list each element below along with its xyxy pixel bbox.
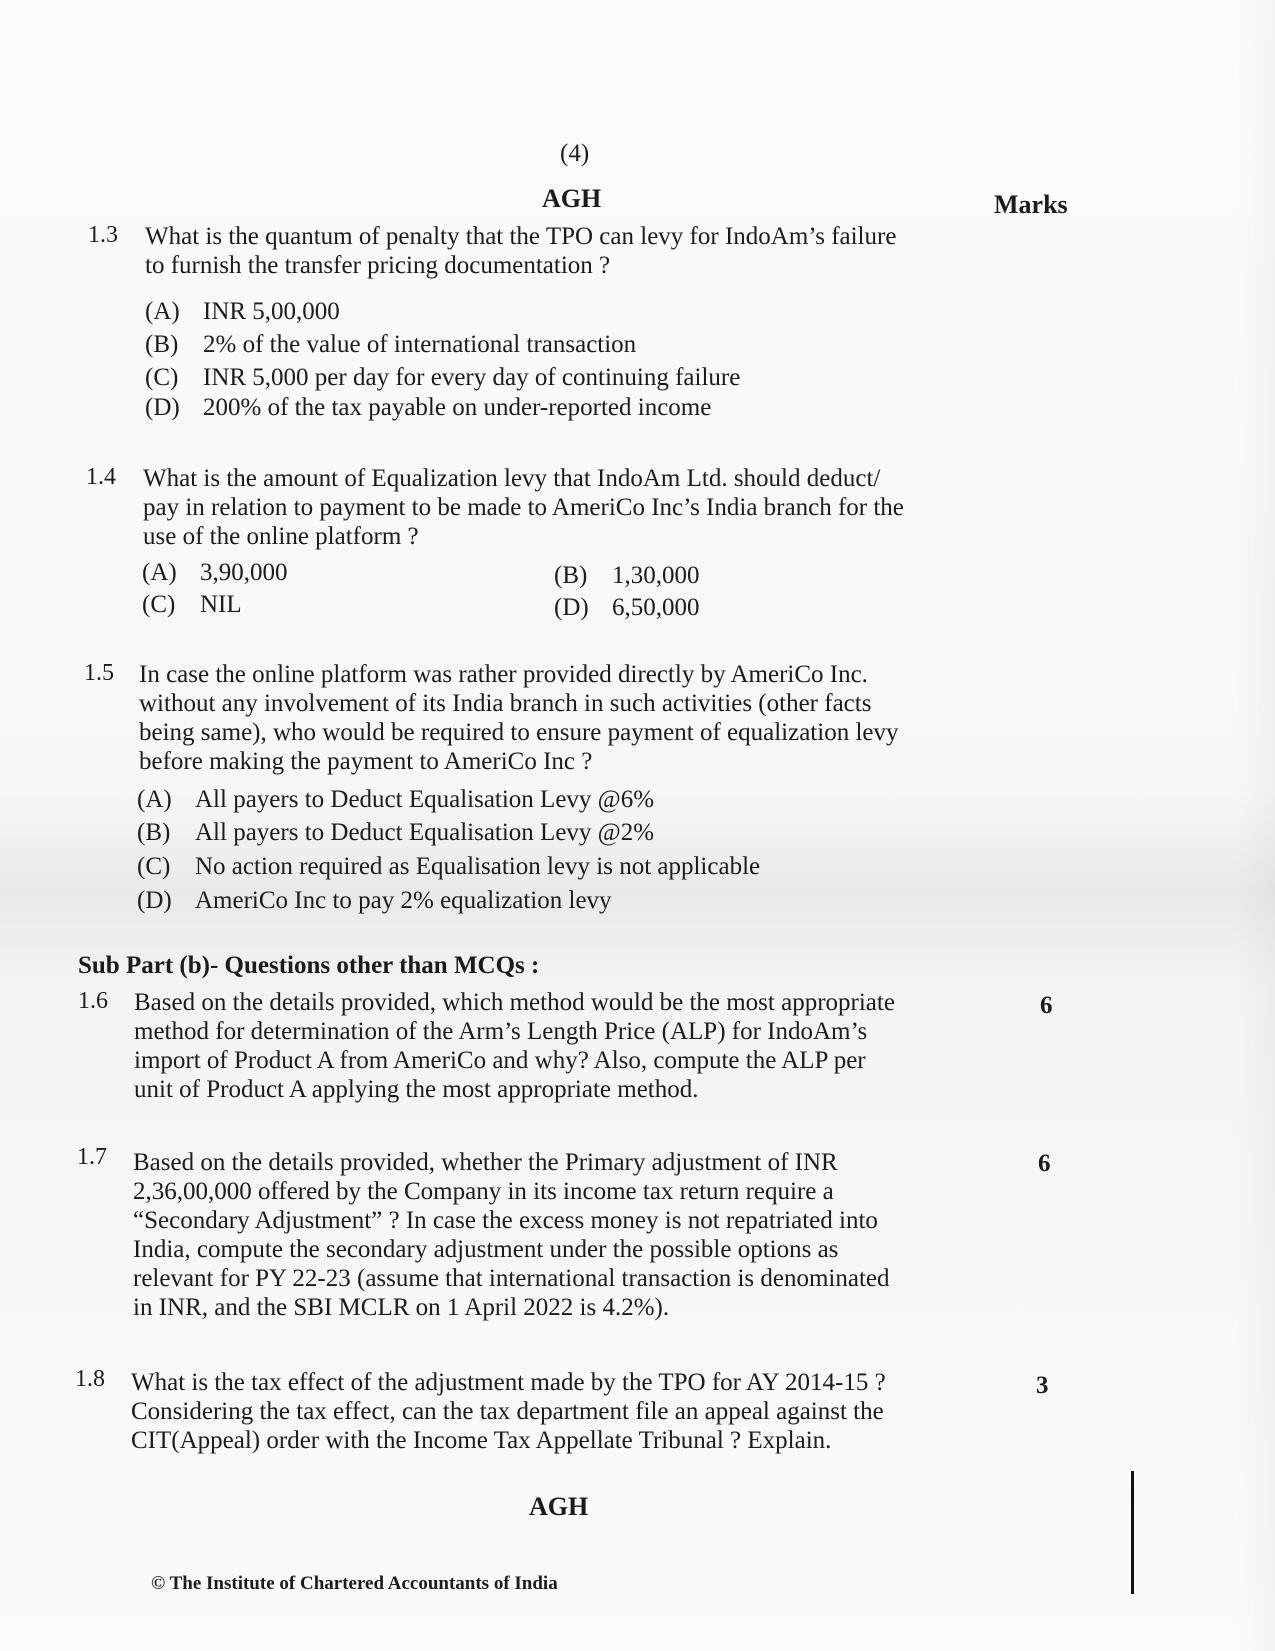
question-line: relevant for PY 22-23 (assume that international transaction is denominated [133,1265,890,1292]
option-a [145,298,340,326]
option-label: (D) [554,594,589,621]
question-line: before making the payment to AmeriCo Inc ? [139,748,593,775]
scan-edge-shadow [1235,0,1275,1651]
option-a [137,786,654,814]
question-marks: 3 [1036,1372,1049,1399]
question-line: In case the online platform was rather provided directly by AmeriCo Inc. [139,661,868,688]
option-a [142,559,288,587]
question-line: Considering the tax effect, can the tax department file an appeal against the [131,1398,884,1425]
question-line: to furnish the transfer pricing documentation ? [145,252,611,279]
option-d [554,594,700,622]
option-label: (A) [145,298,180,325]
option-d [145,394,711,422]
option-c [145,364,740,392]
option-text: AmeriCo Inc to pay 2% equalization levy [195,887,612,914]
option-b [554,562,700,590]
option-text: No action required as Equalisation levy is not applicable [195,853,761,880]
option-text: 6,50,000 [612,594,700,621]
question-marks: 6 [1038,1150,1051,1177]
question-text [143,464,904,551]
option-label: (C) [142,591,176,618]
question-line: What is the quantum of penalty that the TPO can levy for IndoAm’s failure [145,223,897,250]
option-label: (C) [137,853,171,880]
option-b [137,819,654,847]
question-number: 1.4 [86,464,116,490]
sub-part-b-heading: Sub Part (b)- Questions other than MCQs : [78,952,540,979]
question-line: use of the online platform ? [143,523,419,550]
option-text: 2% of the value of international transaction [203,331,637,358]
option-label: (B) [554,562,588,589]
option-text: NIL [200,591,242,618]
option-text: All payers to Deduct Equalisation Levy @6% [195,786,655,813]
question-line: What is the amount of Equalization levy that IndoAm Ltd. should deduct/ [143,465,881,492]
question-number: 1.6 [78,988,108,1014]
option-c [137,853,760,881]
question-text [133,1148,890,1322]
question-line: “Secondary Adjustment” ? In case the excess money is not repatriated into [133,1207,878,1234]
option-label: (B) [145,331,179,358]
question-marks: 6 [1040,992,1053,1019]
question-line: method for determination of the Arm’s Length Price (ALP) for IndoAm’s [134,1018,868,1045]
option-text: 200% of the tax payable on under-reported income [203,394,712,421]
question-line: India, compute the secondary adjustment under the possible options as [133,1236,839,1263]
question-line: being same), who would be required to ensure payment of equalization levy [139,719,899,746]
page-number: (4) [560,140,590,167]
question-text [134,988,895,1104]
question-number: 1.3 [88,222,118,248]
question-line: What is the tax effect of the adjustment made by the TPO for AY 2014-15 ? [131,1369,886,1396]
question-text [139,660,899,776]
question-text [131,1368,886,1455]
question-text [145,222,896,280]
question-line: CIT(Appeal) order with the Income Tax Appellate Tribunal ? Explain. [131,1427,832,1454]
option-label: (C) [145,364,179,391]
option-text: INR 5,00,000 [203,298,340,325]
question-line: Based on the details provided, whether the Primary adjustment of INR [133,1149,838,1176]
question-number: 1.8 [75,1366,105,1392]
option-c [142,591,242,619]
option-d [137,887,612,915]
question-line: in INR, and the SBI MCLR on 1 April 2022 is 4.2%). [133,1294,670,1321]
question-line: Based on the details provided, which method would be the most appropriate [134,989,895,1016]
paper-code-header: AGH [542,184,602,213]
option-label: (A) [142,559,177,586]
question-line: 2,36,00,000 offered by the Company in its income tax return require a [133,1178,834,1205]
marks-column-label: Marks [994,190,1068,219]
option-label: (D) [137,887,172,914]
question-line: pay in relation to payment to be made to AmeriCo Inc’s India branch for the [143,494,904,521]
option-b [145,331,636,359]
option-label: (A) [137,786,172,813]
paper-code-footer: AGH [529,1492,589,1521]
question-number: 1.5 [84,660,114,686]
copyright-notice: © The Institute of Chartered Accountants of India [151,1573,558,1594]
option-label: (D) [145,394,180,421]
option-text: INR 5,000 per day for every day of continuing failure [203,364,741,391]
question-line: unit of Product A applying the most appropriate method. [134,1076,699,1103]
question-line: without any involvement of its India branch in such activities (other facts [139,690,872,717]
option-text: 1,30,000 [612,562,700,589]
option-label: (B) [137,819,171,846]
option-text: All payers to Deduct Equalisation Levy @2% [195,819,655,846]
margin-bar [1131,1471,1134,1594]
question-number: 1.7 [77,1144,107,1170]
option-text: 3,90,000 [200,559,288,586]
question-line: import of Product A from AmeriCo and why? Also, compute the ALP per [134,1047,866,1074]
